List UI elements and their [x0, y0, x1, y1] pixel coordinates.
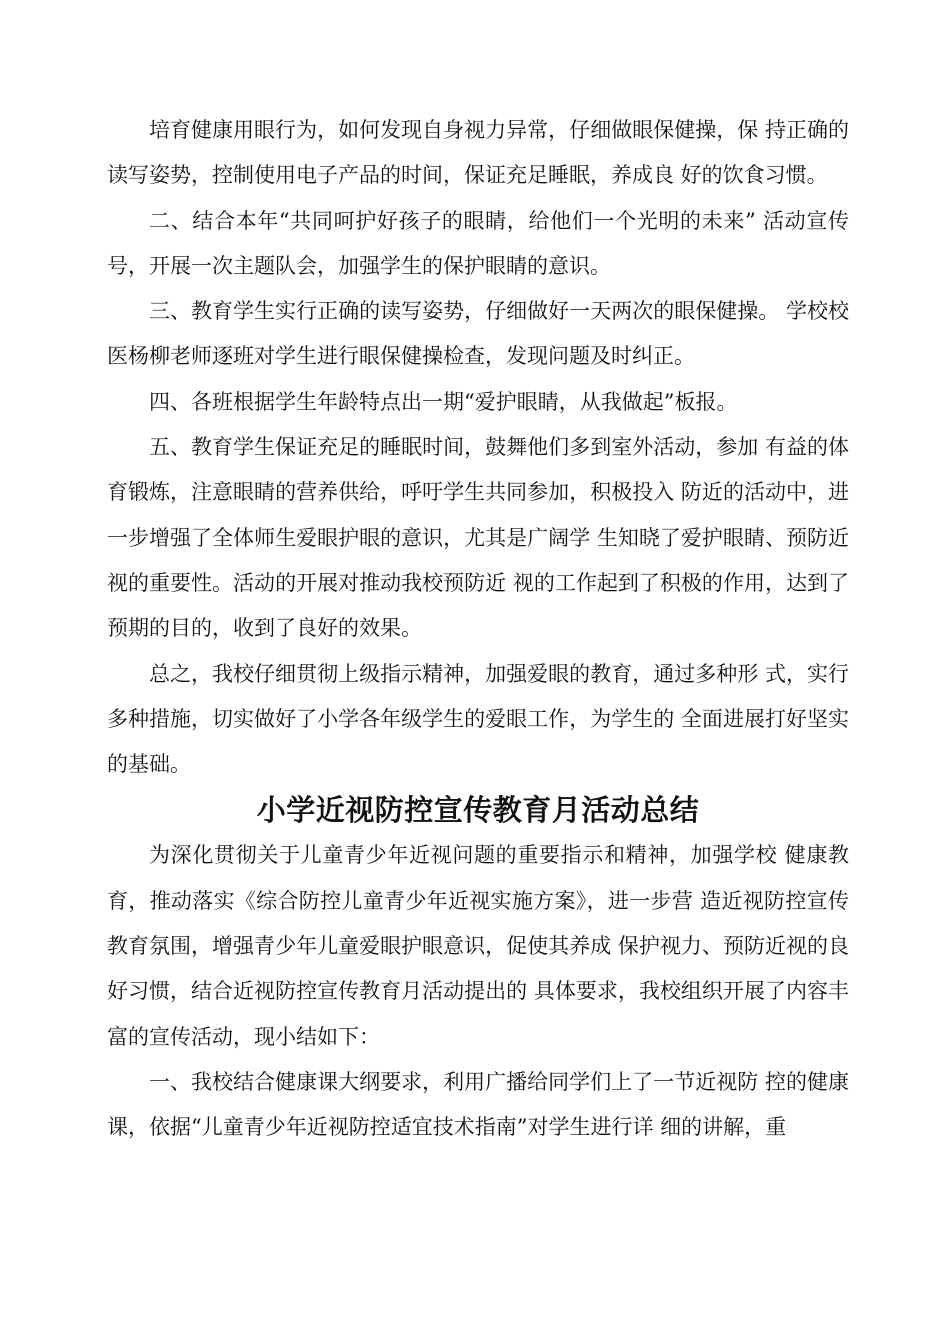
paragraph-2: 二、结合本年“共同呵护好孩子的眼睛，给他们一个光明的未来” 活动宣传号，开展一次主题队会，加强学生的保护眼睛的意识。	[107, 208, 849, 278]
paragraph-6: 总之，我校仔细贯彻上级指示精神，加强爱眼的教育，通过多种形 式，实行多种措施，切实做好了小学各年级学生的爱眼工作，为学生的 全面进展打好坚实的基础。	[107, 661, 849, 777]
paragraph-1: 培育健康用眼行为，如何发现自身视力异常，仔细做眼保健操，保 持正确的读写姿势，控制使用电子产品的时间，保证充足睡眠，养成良 好的饮食习惯。	[107, 118, 849, 188]
paragraph-8: 一、我校结合健康课大纲要求，利用广播给同学们上了一节近视防 控的健康课，依据“儿童青少年近视防控适宜技术指南”对学生进行详 细的讲解，重	[107, 1069, 849, 1140]
paragraph-5: 五、教育学生保证充足的睡眠时间，鼓舞他们多到室外活动，参加 有益的体育锻炼，注意眼睛的营养供给，呼吁学生共同参加，积极投入 防近的活动中，进一步增强了全体师生爱眼护眼的意识，尤其是广阔学 生知晓了爱护眼睛、预防近视的重要性。活动的开展对推动我校预防近 视的工作起到了积极的作用，达到了预期的目的，收到了良好的效果。	[107, 435, 849, 641]
paragraph-4: 四、各班根据学生年龄特点出一期“爱护眼睛，从我做起”板报。	[149, 389, 738, 414]
paragraph-3: 三、教育学生实行正确的读写姿势，仔细做好一天两次的眼保健操。 学校校医杨柳老师逐班对学生进行眼保健操检查，发现问题及时纠正。	[107, 299, 849, 369]
document-page	[107, 108, 849, 1151]
paragraph-7: 为深化贯彻关于儿童青少年近视问题的重要指示和精神，加强学校 健康教育，推动落实《综合防控儿童青少年近视实施方案》，进一步营 造近视防控宣传教育氛围，增强青少年儿童爱眼护眼意识，促使其养成 保护视力、预防近视的良好习惯，结合近视防控宣传教育月活动提出的 具体要求，我校组织开展了内容丰富的宣传活动，现小结如下：	[107, 843, 849, 1049]
document-title: 小学近视防控宣传教育月活动总结	[256, 793, 700, 828]
